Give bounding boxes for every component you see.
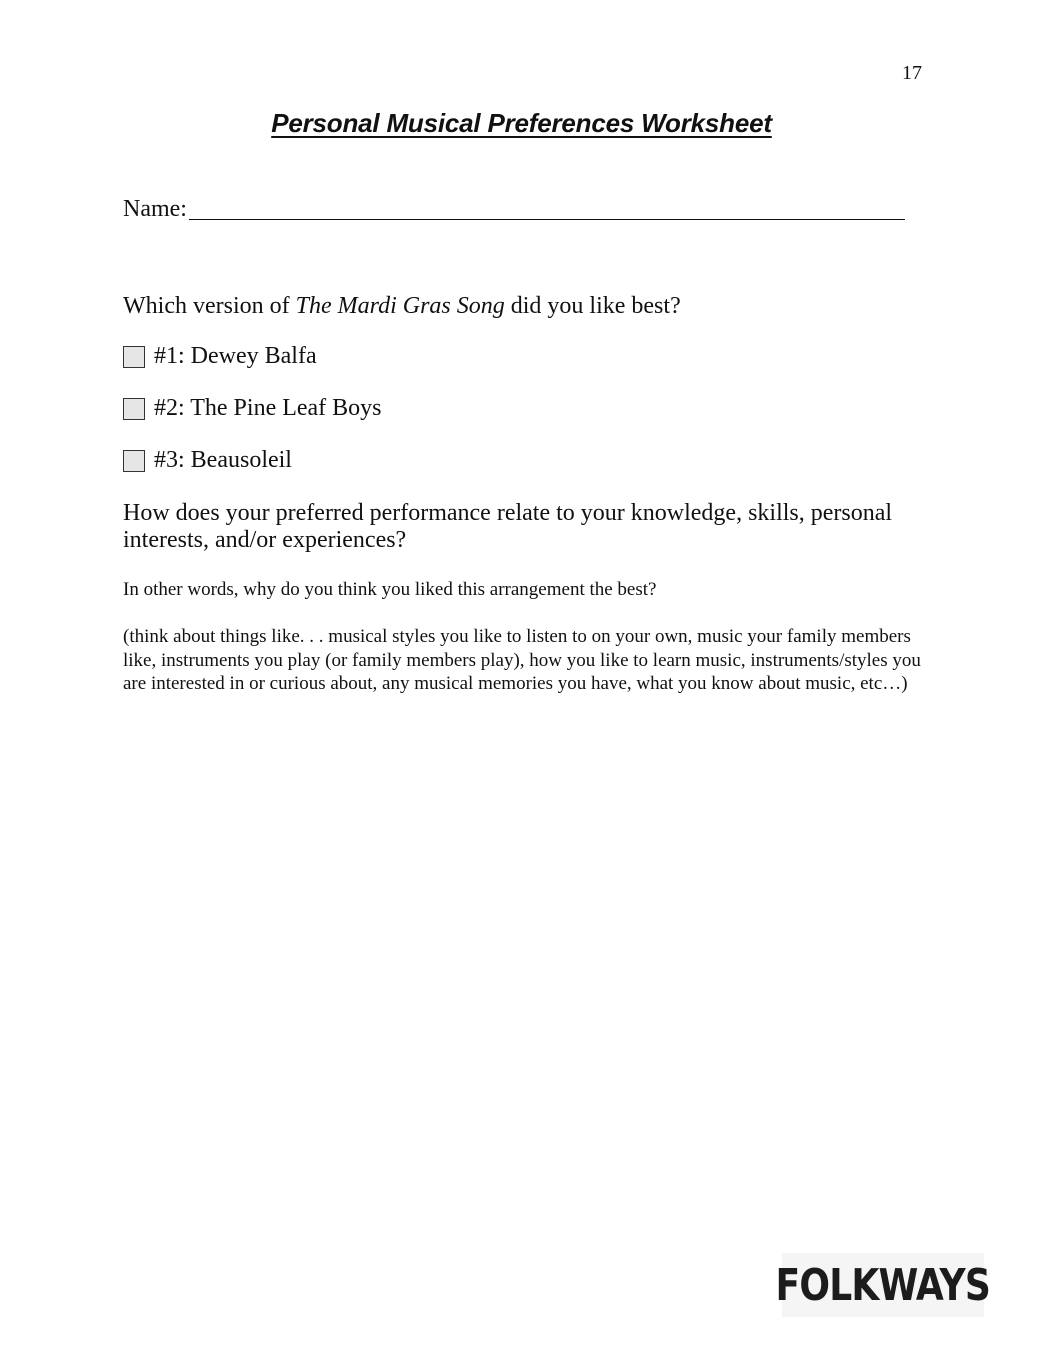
question-relation: How does your preferred performance relate to your knowledge, skills, personal interests, and/or experiences?	[123, 500, 893, 553]
name-input-line[interactable]	[189, 197, 905, 220]
note-in-other-words: In other words, why do you think you liked this arrangement the best?	[123, 579, 657, 600]
option-3-checkbox[interactable]	[123, 450, 145, 472]
page-number: 17	[902, 62, 922, 84]
option-3[interactable]	[123, 447, 292, 474]
option-2-checkbox[interactable]	[123, 398, 145, 420]
worksheet-title: Personal Musical Preferences Worksheet	[271, 108, 772, 138]
option-1-label: #1: Dewey Balfa	[154, 343, 317, 369]
option-1[interactable]	[123, 343, 317, 370]
question-favorite-version	[123, 293, 913, 320]
option-1-checkbox[interactable]	[123, 346, 145, 368]
name-label: Name:	[123, 196, 187, 222]
name-row	[123, 196, 905, 223]
option-2-label: #2: The Pine Leaf Boys	[154, 395, 382, 421]
song-title: The Mardi Gras Song	[295, 293, 505, 319]
folkways-logo-text: FOLKWAYS	[775, 1259, 991, 1311]
option-3-label: #3: Beausoleil	[154, 447, 292, 473]
question1-prefix: Which version of	[123, 293, 296, 319]
folkways-logo	[775, 1253, 991, 1317]
note-think-about: (think about things like. . . musical styles you like to listen to on your own, music your family members like, instruments you play (or family members play), how you like to learn music, instruments/styles you are interested in or curious about, any musical memories you have, what you know about music, etc…)	[123, 626, 921, 694]
option-2[interactable]	[123, 395, 382, 422]
question1-suffix: did you like best?	[504, 293, 681, 319]
